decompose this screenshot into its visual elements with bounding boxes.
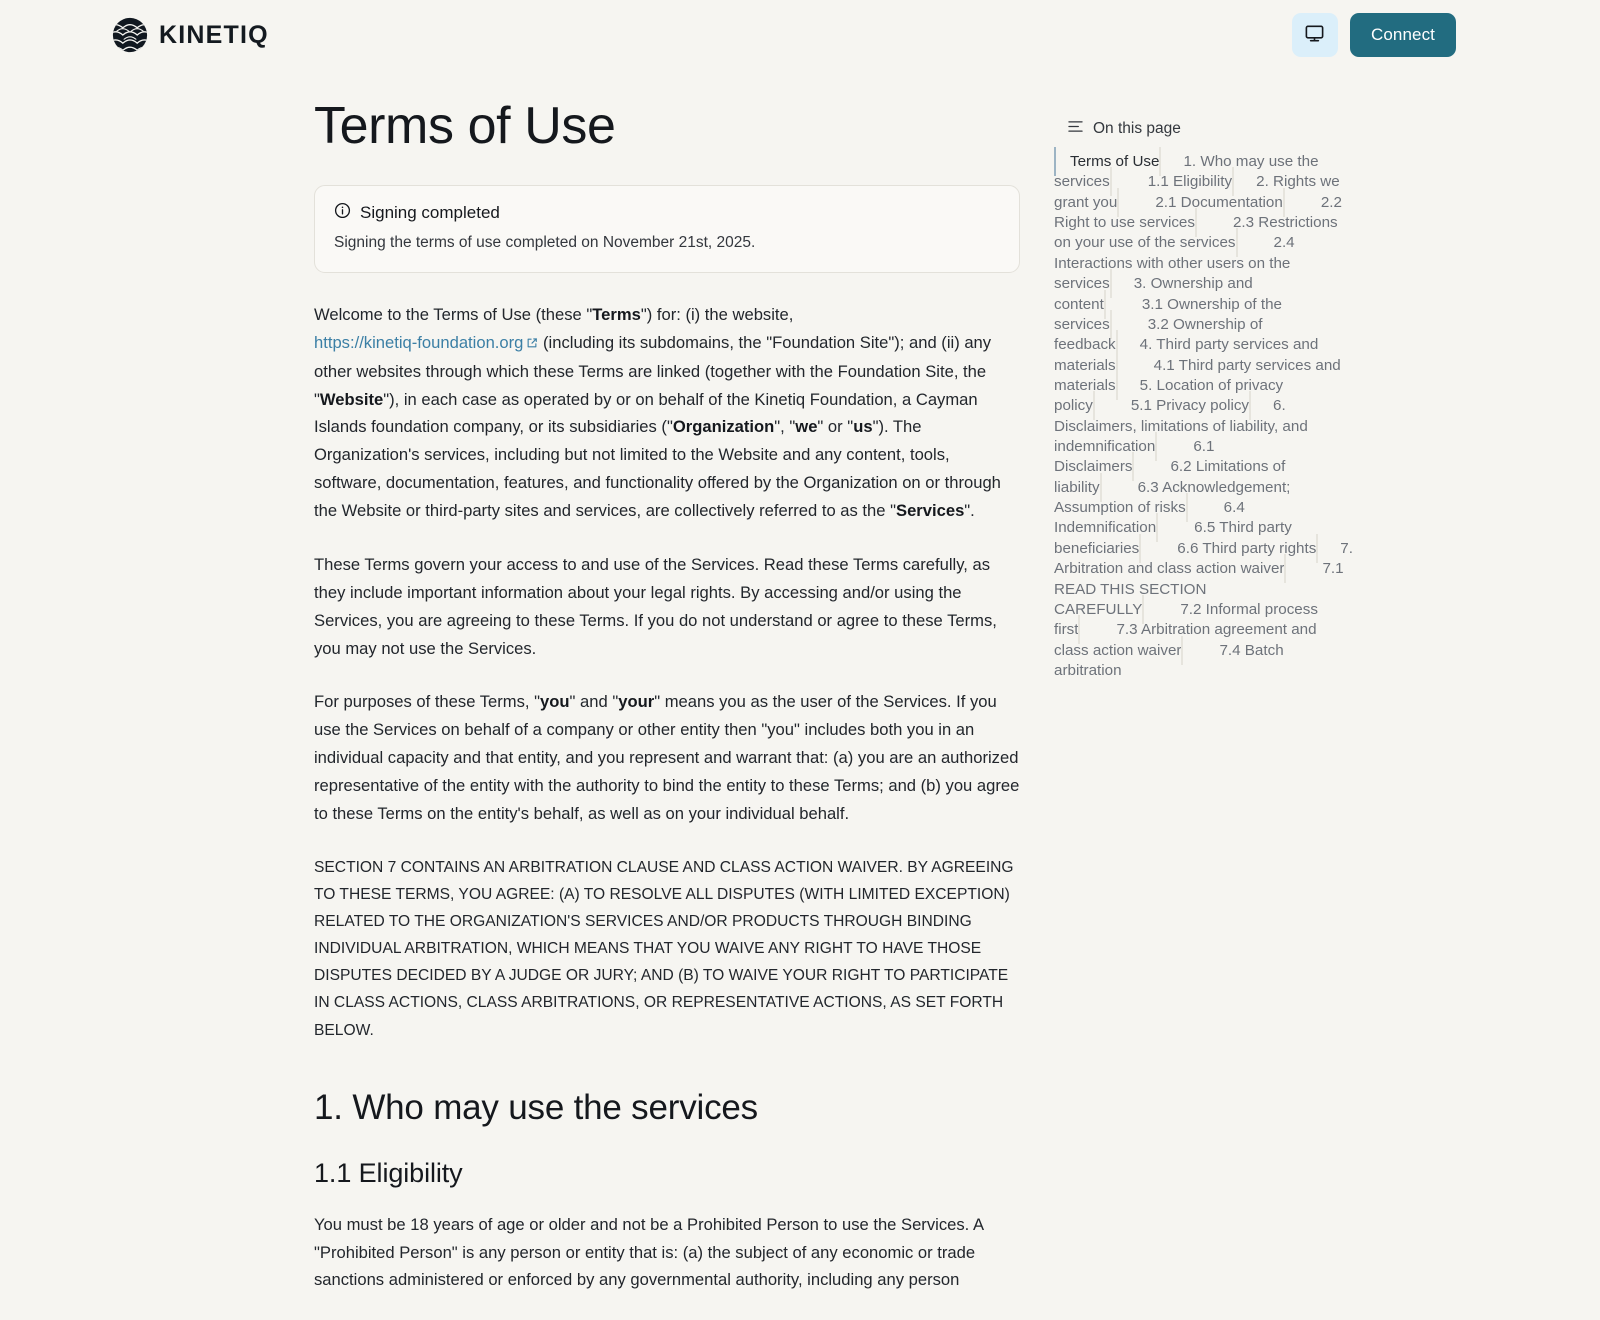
paragraph-eligibility: You must be 18 years of age or older and not be a Prohibited Person to use the Services. A "Prohibited Person" is any person or entity that is: (a) the subject of any economic or trade sanctions administered or enforced by any governmental authority, including any person bbox=[314, 1214, 984, 1290]
p3-c: " and " bbox=[569, 692, 619, 712]
p1-i: ". bbox=[964, 501, 975, 521]
toc-item[interactable]: 6. Disclaimers, limitations of liability, and indemnification bbox=[1054, 391, 1308, 461]
toc-item[interactable]: 6.6 Third party rights bbox=[1139, 534, 1316, 563]
page-title: Terms of Use bbox=[314, 97, 616, 155]
p1-e: "), in each case as operated by or on behalf of the Kinetiq Foundation, a Cayman Islands foundation company, or its subsidiaries (" bbox=[314, 389, 978, 437]
notice-title: Signing completed bbox=[360, 203, 500, 223]
notice-header bbox=[334, 202, 1000, 224]
page-layout bbox=[0, 70, 1600, 1320]
link-text: https://kinetiq-foundation.org bbox=[314, 332, 524, 352]
connect-button[interactable]: Connect bbox=[1350, 13, 1456, 57]
paragraph-arbitration-notice: SECTION 7 CONTAINS AN ARBITRATION CLAUSE AND CLASS ACTION WAIVER. BY AGREEING TO THESE TERMS, YOU AGREE: (A) TO RESOLVE ALL DISPUTES (WITH LIMITED EXCEPTION) RELATED TO THE ORGANIZATION'S SERVICES AND/OR PRODUCTS THROUGH BINDING INDIVIDUAL ARBITRATION, WHICH MEANS THAT YOU WAIVE ANY RIGHT TO HAVE THOSE DISPUTES DECIDED BY A JUDGE OR JURY; AND (B) TO WAIVE YOUR RIGHT TO PARTICIPATE IN CLASS ACTIONS, CLASS ARBITRATIONS, OR REPRESENTATIVE ACTIONS, AS SET FORTH BELOW. bbox=[314, 858, 1014, 1039]
toc-item[interactable]: 1.1 Eligibility bbox=[1110, 167, 1232, 196]
p1-c: ") for: (i) the website, bbox=[640, 304, 794, 324]
term-services: Services bbox=[896, 501, 965, 521]
term-you: you bbox=[540, 692, 570, 712]
toc-item[interactable]: 6.5 Third party beneficiaries bbox=[1054, 513, 1292, 562]
monitor-icon bbox=[1304, 23, 1325, 47]
toc-item[interactable]: 5. Location of privacy policy bbox=[1054, 371, 1283, 420]
toc-item[interactable]: 7.3 Arbitration agreement and class action waiver bbox=[1054, 615, 1317, 664]
toc-item[interactable]: 3. Ownership and content bbox=[1054, 269, 1253, 318]
app-header bbox=[0, 0, 1600, 70]
toc-heading-label: On this page bbox=[1093, 120, 1181, 137]
brand-logo[interactable] bbox=[112, 17, 269, 53]
toc-item[interactable]: 6.2 Limitations of liability bbox=[1054, 452, 1285, 501]
p1-a: Welcome to the Terms of Use (these " bbox=[314, 304, 593, 324]
toc-item[interactable]: 7.2 Informal process first bbox=[1054, 595, 1318, 644]
toc-item[interactable]: 7.4 Batch arbitration bbox=[1054, 636, 1284, 685]
brand-wordmark: KINETIQ bbox=[159, 20, 269, 49]
toc-item[interactable]: 3.1 Ownership of the services bbox=[1054, 290, 1282, 339]
toc-item[interactable]: 6.1 Disclaimers bbox=[1054, 432, 1214, 481]
table-of-contents bbox=[1054, 70, 1354, 681]
p1-h: "). The Organization's services, including but not limited to the Website and any content, tools, software, documentation, features, and functionality offered by the Organization on or through the Website or third-party sites and services, are collectively referred to as the " bbox=[314, 417, 1001, 521]
info-icon bbox=[334, 202, 351, 224]
signing-status-notice bbox=[314, 185, 1020, 273]
toc-item[interactable]: 4.1 Third party services and materials bbox=[1054, 351, 1341, 400]
p1-d: (including its subdomains, the "Foundation Site"); and (ii) any other websites through which these Terms are linked (together with the Foundation Site, the " bbox=[314, 332, 992, 409]
term-your: your bbox=[618, 692, 655, 712]
header-actions bbox=[1292, 13, 1456, 57]
toc-item[interactable]: 2.3 Restrictions on your use of the services bbox=[1054, 208, 1338, 257]
heading-subsection-1-1: 1.1 Eligibility bbox=[314, 1157, 463, 1188]
paragraph-welcome bbox=[314, 301, 1020, 525]
notice-body: Signing the terms of use completed on November 21st, 2025. bbox=[334, 234, 756, 252]
toc-item[interactable]: 2.2 Right to use services bbox=[1054, 188, 1342, 237]
term-terms: Terms bbox=[592, 304, 641, 324]
term-organization: Organization bbox=[672, 417, 775, 437]
toc-item[interactable]: 1. Who may use the services bbox=[1054, 147, 1319, 196]
term-we: we bbox=[795, 417, 818, 437]
toc-item[interactable]: 2.4 Interactions with other users on the services bbox=[1054, 228, 1295, 298]
list-icon bbox=[1068, 120, 1083, 138]
toc-item[interactable]: Terms of Use bbox=[1054, 147, 1159, 176]
toc-list bbox=[1054, 152, 1354, 681]
foundation-site-link[interactable] bbox=[314, 333, 538, 352]
external-link-icon bbox=[526, 330, 538, 358]
toc-item[interactable]: 6.4 Indemnification bbox=[1054, 493, 1245, 542]
paragraph-govern: These Terms govern your access to and use of the Services. Read these Terms carefully, as they include important information about your legal rights. By accessing and/or using the Services, you are agreeing to these Terms. If you do not understand or agree to these Terms, you may not use the Services. bbox=[314, 554, 997, 658]
toc-item[interactable]: 3.2 Ownership of feedback bbox=[1054, 310, 1263, 359]
main-content bbox=[314, 70, 1020, 1320]
heading-section-1: 1. Who may use the services bbox=[314, 1087, 758, 1127]
toc-item[interactable]: 2. Rights we grant you bbox=[1054, 167, 1340, 216]
toc-item[interactable]: 4. Third party services and materials bbox=[1054, 330, 1318, 379]
toc-item[interactable]: 5.1 Privacy policy bbox=[1093, 391, 1249, 420]
p1-f: ", " bbox=[774, 417, 796, 437]
toc-item[interactable]: 2.1 Documentation bbox=[1117, 188, 1283, 217]
toc-item[interactable]: 6.3 Acknowledgement; Assumption of risks bbox=[1054, 473, 1290, 522]
toc-heading bbox=[1054, 120, 1354, 138]
term-website: Website bbox=[319, 389, 384, 409]
kinetiq-wave-circle-icon bbox=[112, 17, 148, 53]
p3-a: For purposes of these Terms, " bbox=[314, 692, 541, 712]
paragraph-you-definition bbox=[314, 688, 1020, 827]
p1-g: " or " bbox=[817, 417, 854, 437]
term-us: us bbox=[853, 417, 873, 437]
monitor-button[interactable] bbox=[1292, 13, 1338, 57]
toc-item[interactable]: 7.1 READ THIS SECTION CAREFULLY bbox=[1054, 554, 1344, 624]
toc-item[interactable]: 7. Arbitration and class action waiver bbox=[1054, 534, 1353, 583]
p3-d: " means you as the user of the Services. If you use the Services on behalf of a company or other entity then "you" includes both you in an individual capacity and that entity, and you represent and warrant that: (a) you are an authorized representative of the entity with the authority to bind the entity to these Terms; and (b) you agree to these Terms on the entity's behalf, as well as on your individual behalf. bbox=[314, 692, 1020, 823]
